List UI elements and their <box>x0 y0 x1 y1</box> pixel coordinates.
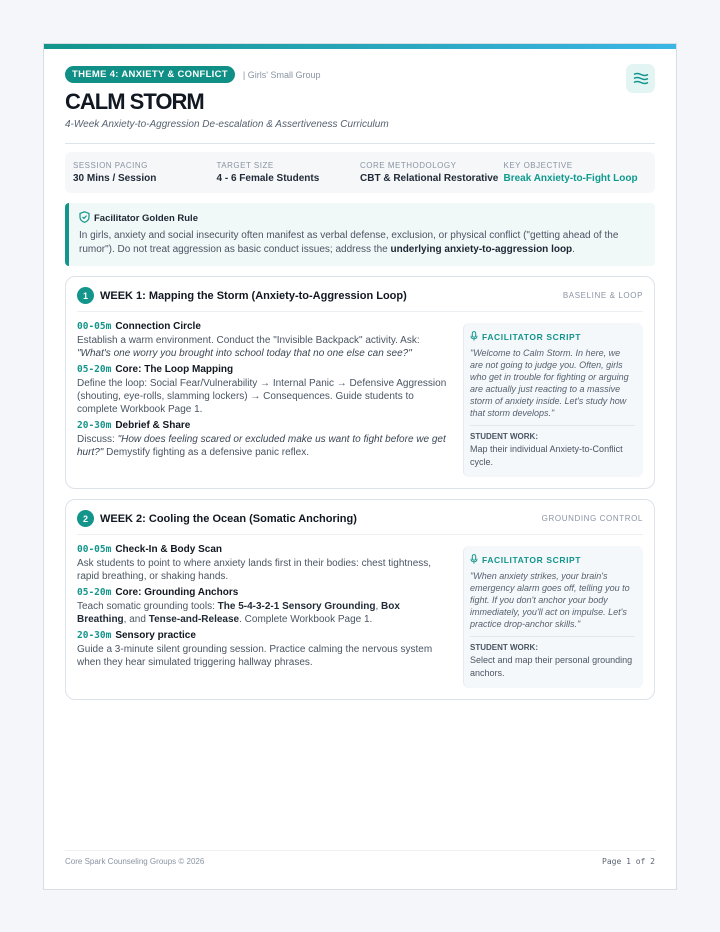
agenda-time: 00-05m <box>77 321 112 332</box>
agenda-emphasis: Box Breathing <box>77 601 400 625</box>
agenda-time: 00-05m <box>77 544 112 555</box>
microphone-icon <box>470 554 478 566</box>
meta-value: 30 Mins / Session <box>73 173 157 184</box>
week-tag: BASELINE & LOOP <box>562 291 643 300</box>
agenda-text-part: Demystify fighting as a defensive panic reflex. <box>103 447 309 458</box>
agenda-text-part: Establish a warm environment. Conduct the "Invisible Backpack" activity. Ask: <box>77 335 420 346</box>
page-subtitle: 4-Week Anxiety-to-Aggression De-escalation & Assertiveness Curriculum <box>65 119 389 130</box>
script-label: FACILITATOR SCRIPT <box>482 332 582 342</box>
agenda-text-part: Teach somatic grounding tools: <box>77 601 218 612</box>
agenda-text: Ask students to point to where anxiety lands first in their bodies: chest tightness, rapid breathing, or shaking hands. <box>77 558 432 582</box>
facilitator-script-panel <box>463 546 643 688</box>
meta-objective <box>504 161 648 184</box>
page-number: Page 1 of 2 <box>602 857 655 866</box>
rule-text-emphasis: underlying anxiety-to-aggression loop <box>390 244 573 255</box>
agenda-text <box>77 433 449 459</box>
meta-label: CORE METHODOLOGY <box>360 161 457 170</box>
script-heading <box>470 331 635 343</box>
script-text: "Welcome to Calm Storm. In here, we are not going to judge you. Often, girls who get in trouble for fighting or arguing are actually just reacting to a massive storm of anxiety inside. Let's study how that storm develops." <box>470 347 635 426</box>
agenda <box>77 317 449 477</box>
agenda-emphasis: The 5-4-3-2-1 Sensory Grounding <box>217 601 376 612</box>
agenda-item <box>77 321 449 360</box>
meta-label: KEY OBJECTIVE <box>503 161 573 170</box>
microphone-icon <box>470 331 478 343</box>
agenda-text <box>77 334 449 360</box>
page-footer <box>65 850 655 866</box>
group-tag: | Girls' Small Group <box>242 69 321 80</box>
agenda-item <box>77 630 449 669</box>
meta-size <box>217 161 361 184</box>
week-header <box>77 287 643 312</box>
divider <box>65 143 655 144</box>
agenda-quote: "How does feeling scared or excluded make us want to fight before we get hurt?" <box>77 434 446 458</box>
agenda-text: Define the loop: Social Fear/Vulnerability → Internal Panic → Defensive Aggression (shouting, eye-rolls, slamming lockers) → Consequences. Guide students to complete Workbook Page 1. <box>77 378 447 415</box>
student-work-label: STUDENT WORK: <box>470 643 538 652</box>
theme-pill: THEME 4: ANXIETY & CONFLICT <box>65 66 235 83</box>
agenda <box>77 540 449 688</box>
week-header <box>77 510 643 535</box>
golden-rule-heading <box>79 211 645 226</box>
agenda-emphasis: Tense-and-Release <box>148 614 240 625</box>
meta-label: TARGET SIZE <box>216 161 274 170</box>
agenda-title: Check-In & Body Scan <box>115 544 223 555</box>
agenda-time: 20-30m <box>77 420 112 431</box>
week-tag: GROUNDING CONTROL <box>541 514 643 523</box>
student-work-label: STUDENT WORK: <box>470 432 538 441</box>
script-text: "When anxiety strikes, your brain's emergency alarm goes off, telling you to fight. If you don't anchor your body immediately, you'll act on impulse. Let's practice drop-anchor skills." <box>470 570 635 637</box>
document-page <box>43 43 677 890</box>
agenda-item <box>77 587 449 626</box>
agenda-text-part: Discuss: <box>77 434 118 445</box>
week-title: WEEK 2: Cooling the Ocean (Somatic Anchoring) <box>100 512 357 525</box>
agenda-text <box>77 600 449 626</box>
meta-pacing <box>73 161 217 184</box>
agenda-quote: "What's one worry you brought into school today that no one else can see?" <box>77 348 412 359</box>
week-card <box>65 276 655 489</box>
agenda-item <box>77 544 449 583</box>
meta-label: SESSION PACING <box>73 161 148 170</box>
meta-value: Break Anxiety-to-Fight Loop <box>503 173 638 184</box>
agenda-title: Core: Grounding Anchors <box>115 587 239 598</box>
agenda-time: 20-30m <box>77 630 112 641</box>
student-work-text: Map their individual Anxiety-to-Conflict cycle. <box>470 444 623 467</box>
week-number: 2 <box>77 510 94 527</box>
waves-icon <box>626 64 655 93</box>
golden-rule-callout <box>65 203 655 266</box>
rule-text-part: . <box>572 244 575 255</box>
agenda-time: 05-20m <box>77 587 112 598</box>
golden-rule-text <box>79 229 645 257</box>
rule-text-part: In girls, anxiety and social insecurity often manifest as verbal defense, exclusion, or physical conflict ("getting ahead of the rumor"). Do not treat aggression as basic conduct issues; address the <box>79 230 619 255</box>
header-row <box>65 66 655 83</box>
student-work-text: Select and map their personal grounding anchors. <box>470 655 633 678</box>
footer-copyright: Core Spark Counseling Groups © 2026 <box>65 857 205 866</box>
meta-methodology <box>360 161 504 184</box>
session-meta <box>65 152 655 193</box>
agenda-text-part: , and <box>123 614 149 625</box>
week-number: 1 <box>77 287 94 304</box>
meta-value: CBT & Relational Restorative <box>360 173 499 184</box>
agenda-text: Guide a 3-minute silent grounding session. Practice calming the nervous system when they hear simulated triggering hallway phrases. <box>77 644 433 668</box>
meta-value: 4 - 6 Female Students <box>216 173 320 184</box>
golden-rule-title: Facilitator Golden Rule <box>94 213 198 224</box>
agenda-title: Core: The Loop Mapping <box>115 364 234 375</box>
script-label: FACILITATOR SCRIPT <box>482 555 582 565</box>
week-title: WEEK 1: Mapping the Storm (Anxiety-to-Aggression Loop) <box>100 289 407 302</box>
agenda-title: Debrief & Share <box>115 420 191 431</box>
facilitator-script-panel <box>463 323 643 477</box>
script-heading <box>470 554 635 566</box>
agenda-title: Sensory practice <box>115 630 196 641</box>
agenda-time: 05-20m <box>77 364 112 375</box>
agenda-text-part: . Complete Workbook Page 1. <box>239 614 373 625</box>
week-card <box>65 499 655 700</box>
agenda-text-part: , <box>375 601 382 612</box>
agenda-title: Connection Circle <box>115 321 201 332</box>
agenda-item <box>77 364 449 416</box>
page-title: CALM STORM <box>65 89 204 114</box>
shield-icon <box>79 211 90 226</box>
agenda-item <box>77 420 449 459</box>
